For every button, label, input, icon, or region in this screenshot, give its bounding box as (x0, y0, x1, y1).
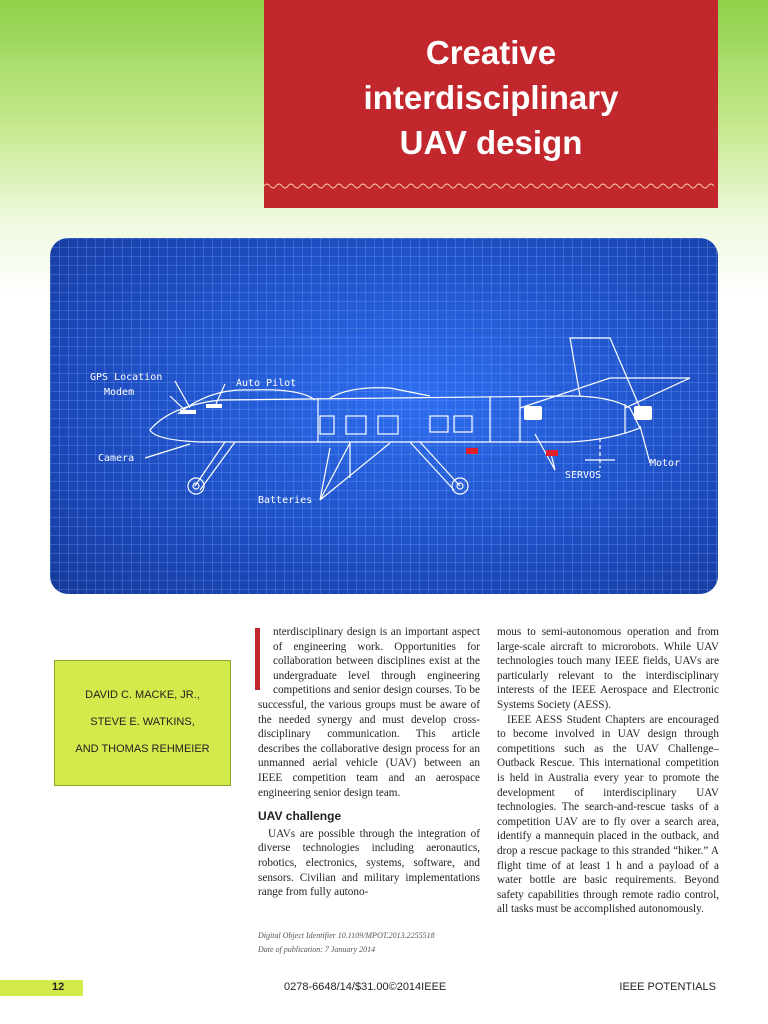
battery-box-4 (430, 416, 448, 432)
author-3: AND THOMAS REHMEIER (75, 743, 210, 755)
fuselage-outline (150, 396, 640, 442)
title-wave-divider (264, 182, 718, 190)
paragraph: mous to semi-autonomous operation and from large-scale aircraft to microrobots. While UAV technologies touch many IEEE fields, UAVs are particularly relevant to the interdisciplinary interests of the IEEE Aerospace and Electronic Systems Society (AESS). (497, 626, 719, 711)
footer-code: 0278-6648/14/$31.00©2014IEEE (284, 981, 447, 993)
uav-blueprint-figure (50, 238, 718, 594)
magazine-name: IEEE POTENTIALS (619, 981, 716, 993)
author-1: DAVID C. MACKE, JR., (85, 689, 200, 701)
drop-cap-i (255, 628, 269, 690)
footer-page-bar (0, 980, 83, 996)
label-modem: Modem (104, 387, 135, 398)
red-component-1 (466, 448, 478, 454)
title-line-3: UAV design (399, 124, 583, 161)
title-line-2: interdisciplinary (363, 79, 619, 116)
author-box (54, 660, 231, 786)
horizontal-stabilizer (520, 378, 690, 408)
label-autopilot: Auto Pilot (236, 378, 297, 389)
doi-text: Digital Object Identifier 10.1109/MPOT.2013.2255518 (258, 931, 435, 940)
rear-gear-strut (420, 442, 460, 486)
publication-date: Date of publication: 7 January 2014 (258, 945, 376, 954)
gps-module (180, 410, 196, 414)
section-heading: UAV challenge (258, 809, 342, 824)
title-line-1: Creative (425, 34, 557, 71)
servo-2 (634, 406, 652, 420)
author-2: STEVE E. WATKINS, (90, 716, 195, 728)
label-batteries: Batteries (258, 495, 313, 506)
label-motor: Motor (650, 458, 681, 469)
paragraph: IEEE AESS Student Chapters are encouraged to become involved in UAV design through competitions such as the UAV Challenge–Outback Rescue. This international competition is held in Australia every year to promote the development of interdisciplinary UAV technologies. The search-and-rescue tasks of a competition UAV are to fly over a search area, identify a mannequin placed in the outback, and drop a rescue package to this stranded “hiker.” A flight time of at least 1 h and a payload of a water bottle are basic requirements. Beyond safety capabilities through remote radio control, all tasks must be accomplished autonomously. (497, 713, 719, 916)
body-column-1 (258, 625, 480, 900)
battery-box-3 (378, 416, 398, 434)
front-wheel (188, 478, 204, 494)
autopilot-module (206, 404, 222, 408)
servo-1 (524, 406, 542, 420)
label-gps: GPS Location (90, 372, 163, 383)
tail-fin (570, 338, 640, 408)
intro-paragraph: nterdisciplinary design is an important aspect of engineering work. Opportunities for collaboration between disciplines exist at the undergraduate level through engineering competitions and senior design courses. To be successful, the various groups must be aware of the needed synergy and must develop cross-disciplinary communication. This article describes the collaborative design process for an unmanned aerial vehicle (UAV) between an IEEE competition team and an aerospace engineering senior design team. (258, 625, 480, 800)
page-number: 12 (52, 981, 65, 993)
article-title (264, 30, 718, 165)
battery-box-5 (454, 416, 472, 432)
battery-box-2 (346, 416, 366, 434)
body-column-2 (497, 625, 719, 917)
battery-box-1 (320, 416, 334, 434)
uav-drawing (50, 238, 718, 594)
paragraph: UAVs are possible through the integration of diverse technologies including aeronautics, robotics, electronics, systems, software, and sensors. Civilian and military implementations range from fully autono- (258, 827, 480, 899)
title-banner (264, 0, 718, 208)
label-camera: Camera (98, 453, 135, 464)
red-component-2 (546, 450, 558, 456)
canopy-outline (178, 390, 315, 414)
label-servos: SERVOS (565, 470, 602, 481)
doi-block (258, 929, 488, 957)
wing-root-outline (330, 388, 430, 398)
